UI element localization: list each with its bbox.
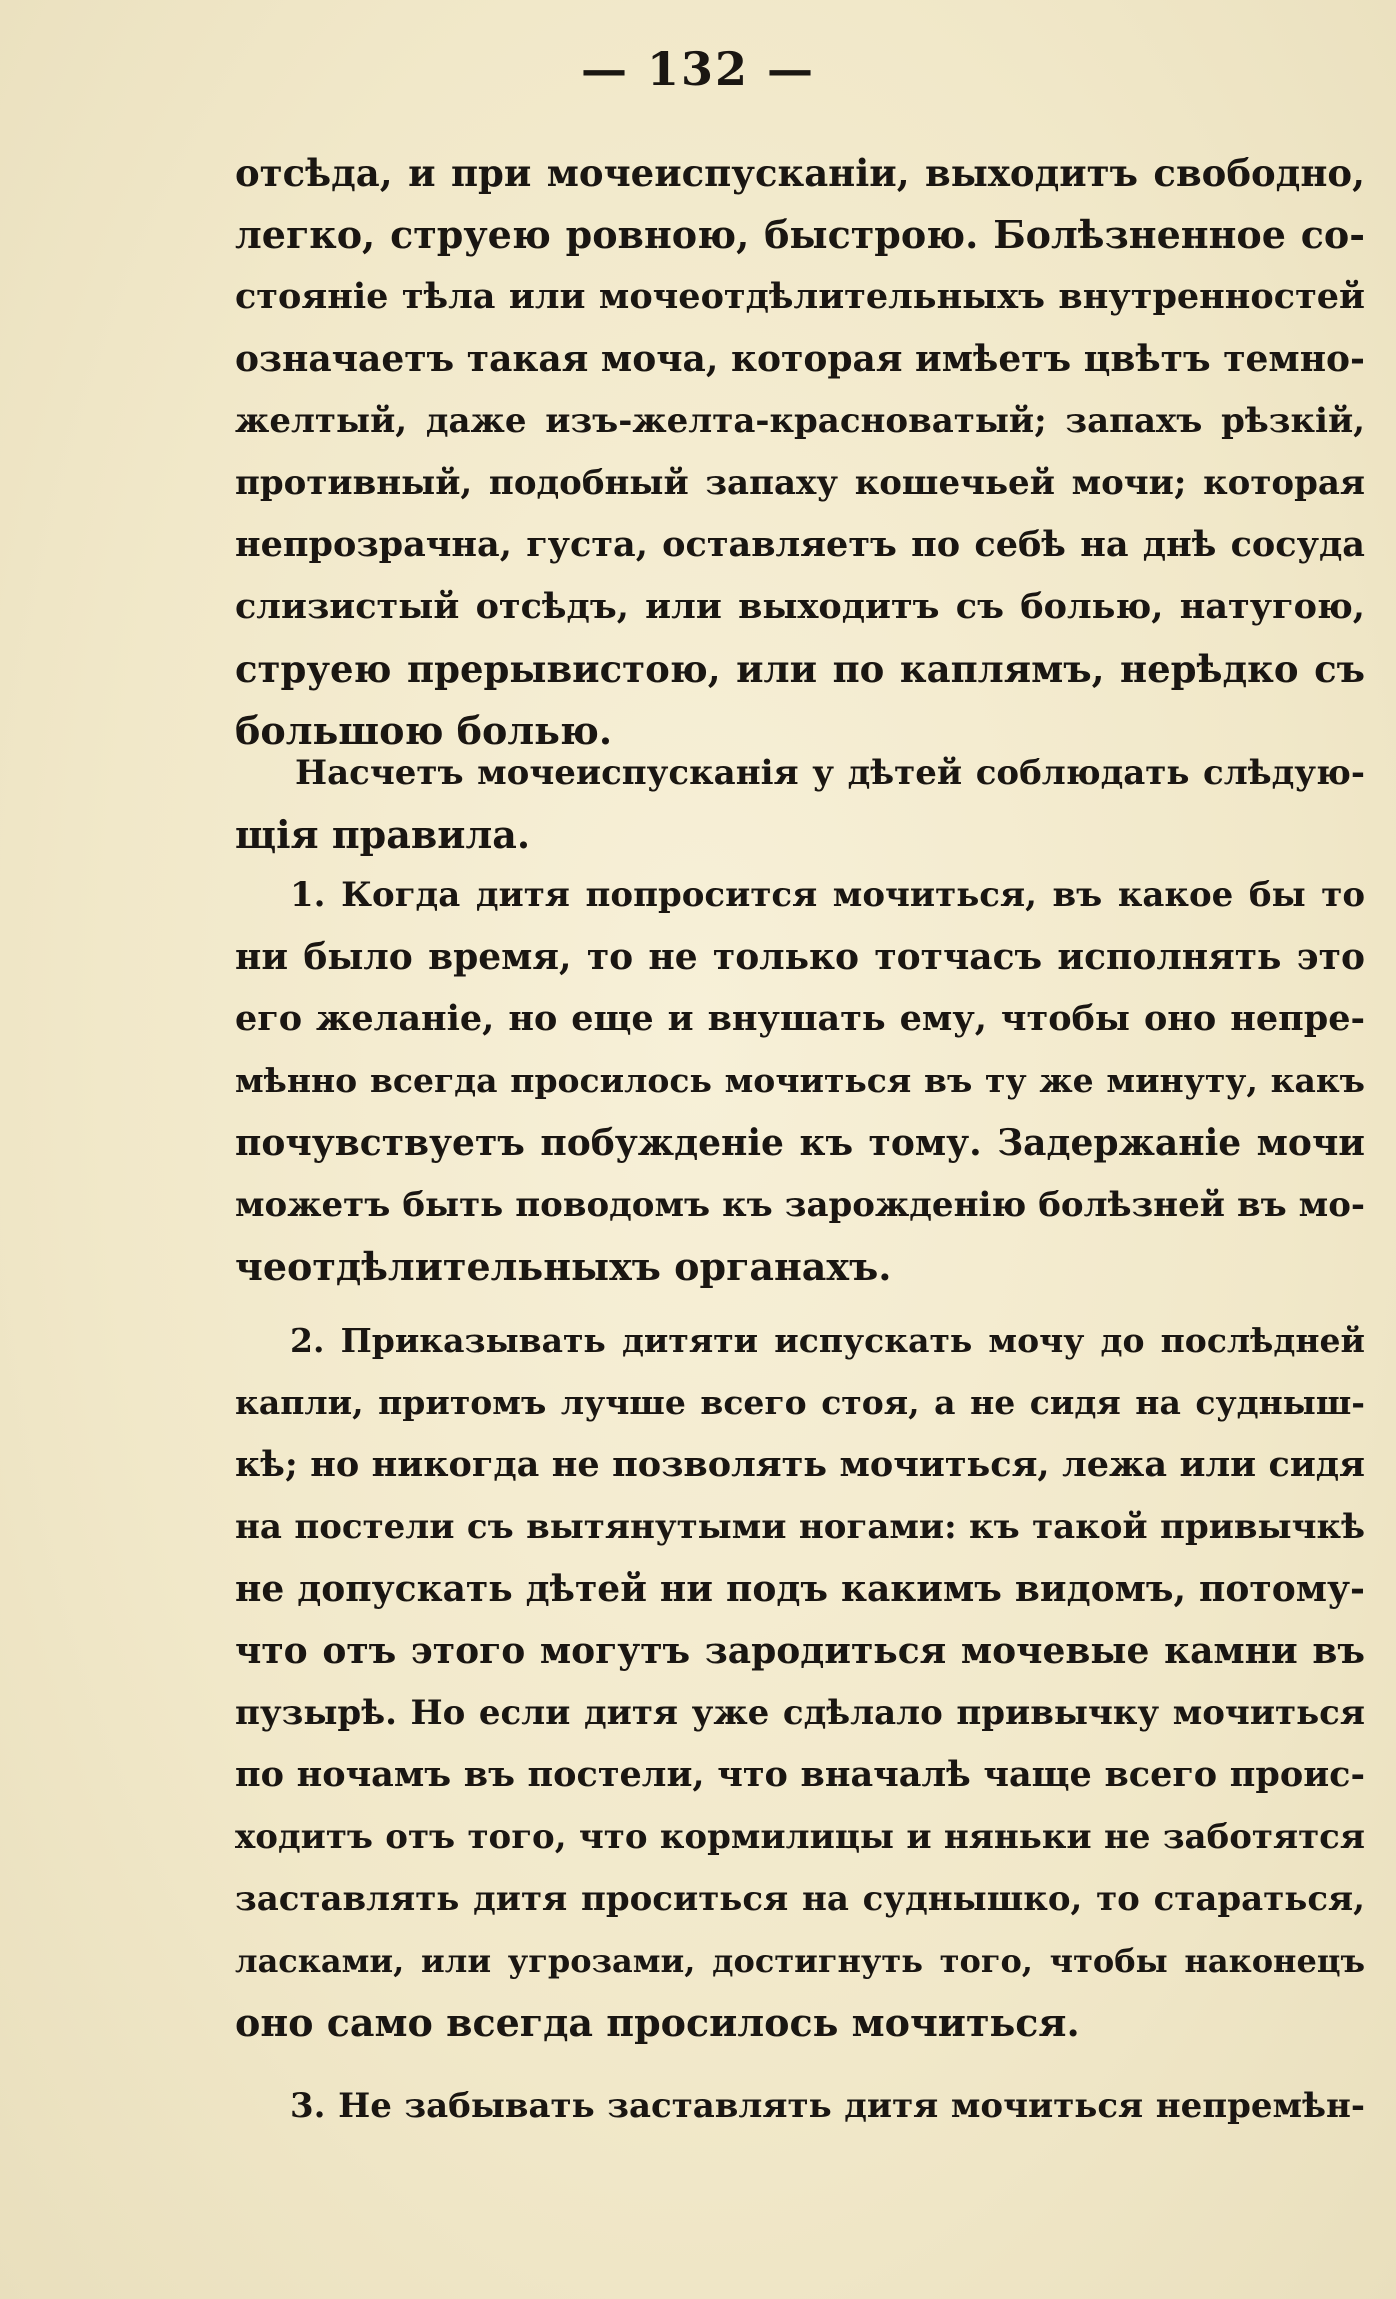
rule-1 [235, 864, 1365, 1298]
text-line: 1. Когда дитя попросится мочиться, въ какое бы то [290, 875, 1365, 915]
text-line: ласками, или угрозами, достигнуть того, чтобы наконецъ [235, 1942, 1365, 1980]
paragraph-2 [235, 742, 1365, 866]
text-line: Насчетъ мочеиспусканія у дѣтей соблюдать слѣдую- [295, 753, 1365, 793]
text-line: легко, струею ровною, быстрою. Болѣзненное со- [235, 212, 1365, 257]
text-line: непрозрачна, густа, оставляетъ по себѣ на днѣ сосуда [235, 524, 1365, 565]
rule-2 [235, 1310, 1365, 2054]
text-line: по ночамъ въ постели, что вначалѣ чаще всего проис- [235, 1754, 1365, 1795]
text-line: не допускать дѣтей ни подъ какимъ видомъ, потому- [235, 1568, 1365, 1610]
text-line: на постели съ вытянутыми ногами: къ такой привычкѣ [235, 1507, 1365, 1547]
text-line: 3. Не забывать заставлять дитя мочиться непремѣн- [290, 2086, 1365, 2126]
text-line: слизистый отсѣдъ, или выходитъ съ болью, натугою, [235, 586, 1365, 627]
page-number: — 132 — [580, 42, 816, 96]
text-line: капли, притомъ лучше всего стоя, а не сидя на судныш- [235, 1383, 1365, 1422]
text-line: противный, подобный запаху кошечьей мочи; которая [235, 463, 1365, 503]
text-line: отсѣда, и при мочеиспусканіи, выходитъ свободно, [235, 151, 1365, 195]
text-line: заставлять дитя проситься на суднышко, то стараться, [235, 1879, 1365, 1919]
text-line: большою болью. [235, 708, 613, 753]
text-line: означаетъ такая моча, которая имѣетъ цвѣтъ темно- [235, 338, 1365, 380]
text-line: ни было время, то не только тотчасъ исполнять это [235, 936, 1365, 978]
text-line: щія правила. [235, 812, 531, 857]
text-line: желтый, даже изъ-желта-красноватый; запахъ рѣзкій, [235, 401, 1365, 441]
text-line: стояніе тѣла или мочеотдѣлительныхъ внутренностей [235, 276, 1365, 317]
text-line: его желаніе, но еще и внушать ему, чтобы оно непре- [235, 998, 1365, 1039]
paragraph-1 [235, 142, 1365, 762]
text-line: пузырѣ. Но если дитя уже сдѣлало привычку мочиться [235, 1693, 1365, 1733]
text-line: чеотдѣлительныхъ органахъ. [235, 1244, 892, 1289]
text-line: почувствуетъ побужденіе къ тому. Задержаніе мочи [235, 1122, 1365, 1164]
text-line: ходитъ отъ того, что кормилицы и няньки не заботятся [235, 1817, 1365, 1857]
text-line: оно само всегда просилось мочиться. [235, 2000, 1080, 2045]
text-line: можетъ быть поводомъ къ зарожденію болѣзней въ мо- [235, 1185, 1365, 1225]
text-line: 2. Приказывать дитяти испускать мочу до послѣдней [290, 1321, 1365, 1360]
rule-3 [235, 2075, 1365, 2137]
text-line: что отъ этого могутъ зародиться мочевые камни въ [235, 1630, 1365, 1672]
text-line: кѣ; но никогда не позволять мочиться, лежа или сидя [235, 1444, 1365, 1485]
text-line: мѣнно всегда просилось мочиться въ ту же минуту, какъ [235, 1061, 1365, 1100]
text-line: струею прерывистою, или по каплямъ, нерѣдко съ [235, 647, 1365, 691]
